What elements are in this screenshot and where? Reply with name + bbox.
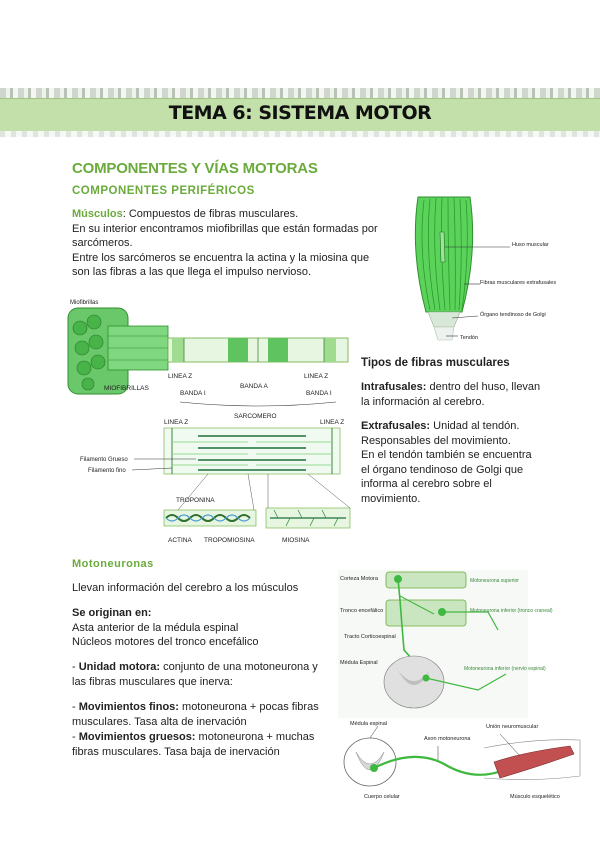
- movimientos-finos: [72, 700, 330, 729]
- motoneuronas-title: Motoneuronas: [72, 558, 154, 570]
- header-banner: [0, 98, 600, 132]
- label-mn-superior: Motoneurona superior: [470, 578, 519, 584]
- label-miosina: MIOSINA: [282, 537, 310, 544]
- label-axon: Axon motoneurona: [424, 736, 471, 742]
- movimientos-gruesos: [72, 730, 330, 759]
- label-sarcomero: SARCOMERO: [234, 413, 277, 420]
- origin-2: Núcleos motores del tronco encefálico: [72, 636, 259, 648]
- pathway-figure: [338, 570, 553, 718]
- label-mn-inferior-espinal: Motoneurona inferior (nervio espinal): [464, 666, 546, 672]
- intrafusales-text: dentro del huso, llevan la información al cerebro.: [361, 381, 541, 408]
- extrafusales-text: Unidad al tendón. Responsables del movimiento.: [361, 420, 520, 447]
- label-miofibrillas-top: Miofibrillas: [70, 300, 99, 306]
- label-musculo: Músculo esquelético: [510, 794, 560, 800]
- label-tracto: Tracto Corticoespinal: [344, 634, 396, 640]
- origin-1: Asta anterior de la médula espinal: [72, 621, 239, 634]
- tipos-intrafusales: [361, 380, 541, 409]
- label-medula-espinal: Médula espinal: [350, 721, 387, 727]
- musculos-label: Músculos: [72, 208, 123, 220]
- origin-label: Se originan en:: [72, 607, 152, 619]
- label-fibras-extrafusales: Fibras musculares extrafusales: [480, 280, 557, 286]
- gruesos-text: motoneurona + muchas fibras musculares. Tasa baja de inervación: [72, 731, 315, 758]
- label-corteza: Corteza Motora: [340, 576, 378, 582]
- label-mn-inferior-tronco: Motoneurona inferior (tronco craneal): [470, 608, 553, 614]
- label-linea-z-2l: LINEA Z: [164, 419, 189, 426]
- label-linea-z-left: LINEA Z: [168, 373, 193, 380]
- label-tendon: Tendón: [460, 335, 479, 341]
- label-banda-i-left: BANDA I: [180, 390, 206, 397]
- header-pattern-bottom: [0, 131, 600, 137]
- unidad-text: conjunto de una motoneurona y las fibras musculares que inerva:: [72, 661, 318, 688]
- musculos-line2: En su interior encontramos miofibrillas que están formadas por sarcómeros.: [72, 222, 378, 249]
- motoneuronas-intro: Llevan información del cerebro a los músculos: [72, 582, 299, 594]
- unidad-label: Unidad motora:: [78, 661, 161, 673]
- section-heading: COMPONENTES Y VÍAS MOTORAS: [72, 160, 318, 177]
- tipos-extrafusales: [361, 419, 533, 506]
- label-huso: Huso muscular: [512, 242, 549, 248]
- label-banda-a: BANDA A: [240, 383, 268, 390]
- header-pattern-top: [0, 88, 600, 98]
- label-union: Unión neuromuscular: [486, 724, 539, 730]
- musculos-paragraph: [72, 207, 384, 280]
- section-subheading: COMPONENTES PERIFÉRICOS: [72, 185, 255, 197]
- intrafusales-label: Intrafusales:: [361, 381, 427, 393]
- label-cuerpo: Cuerpo celular: [364, 794, 400, 800]
- label-banda-i-right: BANDA I: [306, 390, 332, 397]
- motoneuronas-origin: [72, 606, 332, 650]
- label-miofibrillas: MIOFIBRILLAS: [104, 385, 149, 392]
- musculos-line1: : Compuestos de fibras musculares.: [122, 208, 299, 220]
- label-organo-golgi: Órgano tendinoso de Golgi: [480, 312, 546, 318]
- extrafusales-text2: En el tendón también se encuentra el órgano tendinoso de Golgi que informa al cerebro sobre el movimiento.: [361, 449, 532, 505]
- tipos-title: Tipos de fibras musculares: [361, 357, 510, 369]
- label-linea-z-2r: LINEA Z: [320, 419, 345, 426]
- label-filamento-grueso: Filamento Grueso: [80, 457, 128, 463]
- motor-unit-figure: [334, 718, 584, 810]
- label-actina: ACTINA: [168, 537, 192, 544]
- extrafusales-label: Extrafusales:: [361, 420, 431, 432]
- finos-dash: -: [72, 701, 79, 713]
- unidad-dash: -: [72, 661, 79, 673]
- unidad-motora: [72, 660, 330, 689]
- page-title: TEMA 6: SISTEMA MOTOR: [168, 102, 432, 124]
- sarcomere-figure: [68, 298, 356, 546]
- finos-label: Movimientos finos:: [78, 701, 179, 713]
- label-troponina: TROPONINA: [176, 497, 215, 504]
- label-tronco: Tronco encefálico: [340, 608, 384, 614]
- label-filamento-fino: Filamento fino: [88, 468, 126, 474]
- muscle-figure: [400, 192, 557, 350]
- label-tropomiosina: TROPOMIOSINA: [204, 537, 255, 544]
- gruesos-dash: -: [72, 731, 79, 743]
- gruesos-label: Movimientos gruesos:: [78, 731, 196, 743]
- label-linea-z-right: LINEA Z: [304, 373, 329, 380]
- label-medula: Médula Espinal: [340, 660, 378, 666]
- musculos-line3: Entre los sarcómeros se encuentra la actina y la miosina que son las fibras a las que llega el impulso nervioso.: [72, 251, 370, 278]
- finos-text: motoneurona + pocas fibras musculares. Tasa alta de inervación: [72, 701, 319, 728]
